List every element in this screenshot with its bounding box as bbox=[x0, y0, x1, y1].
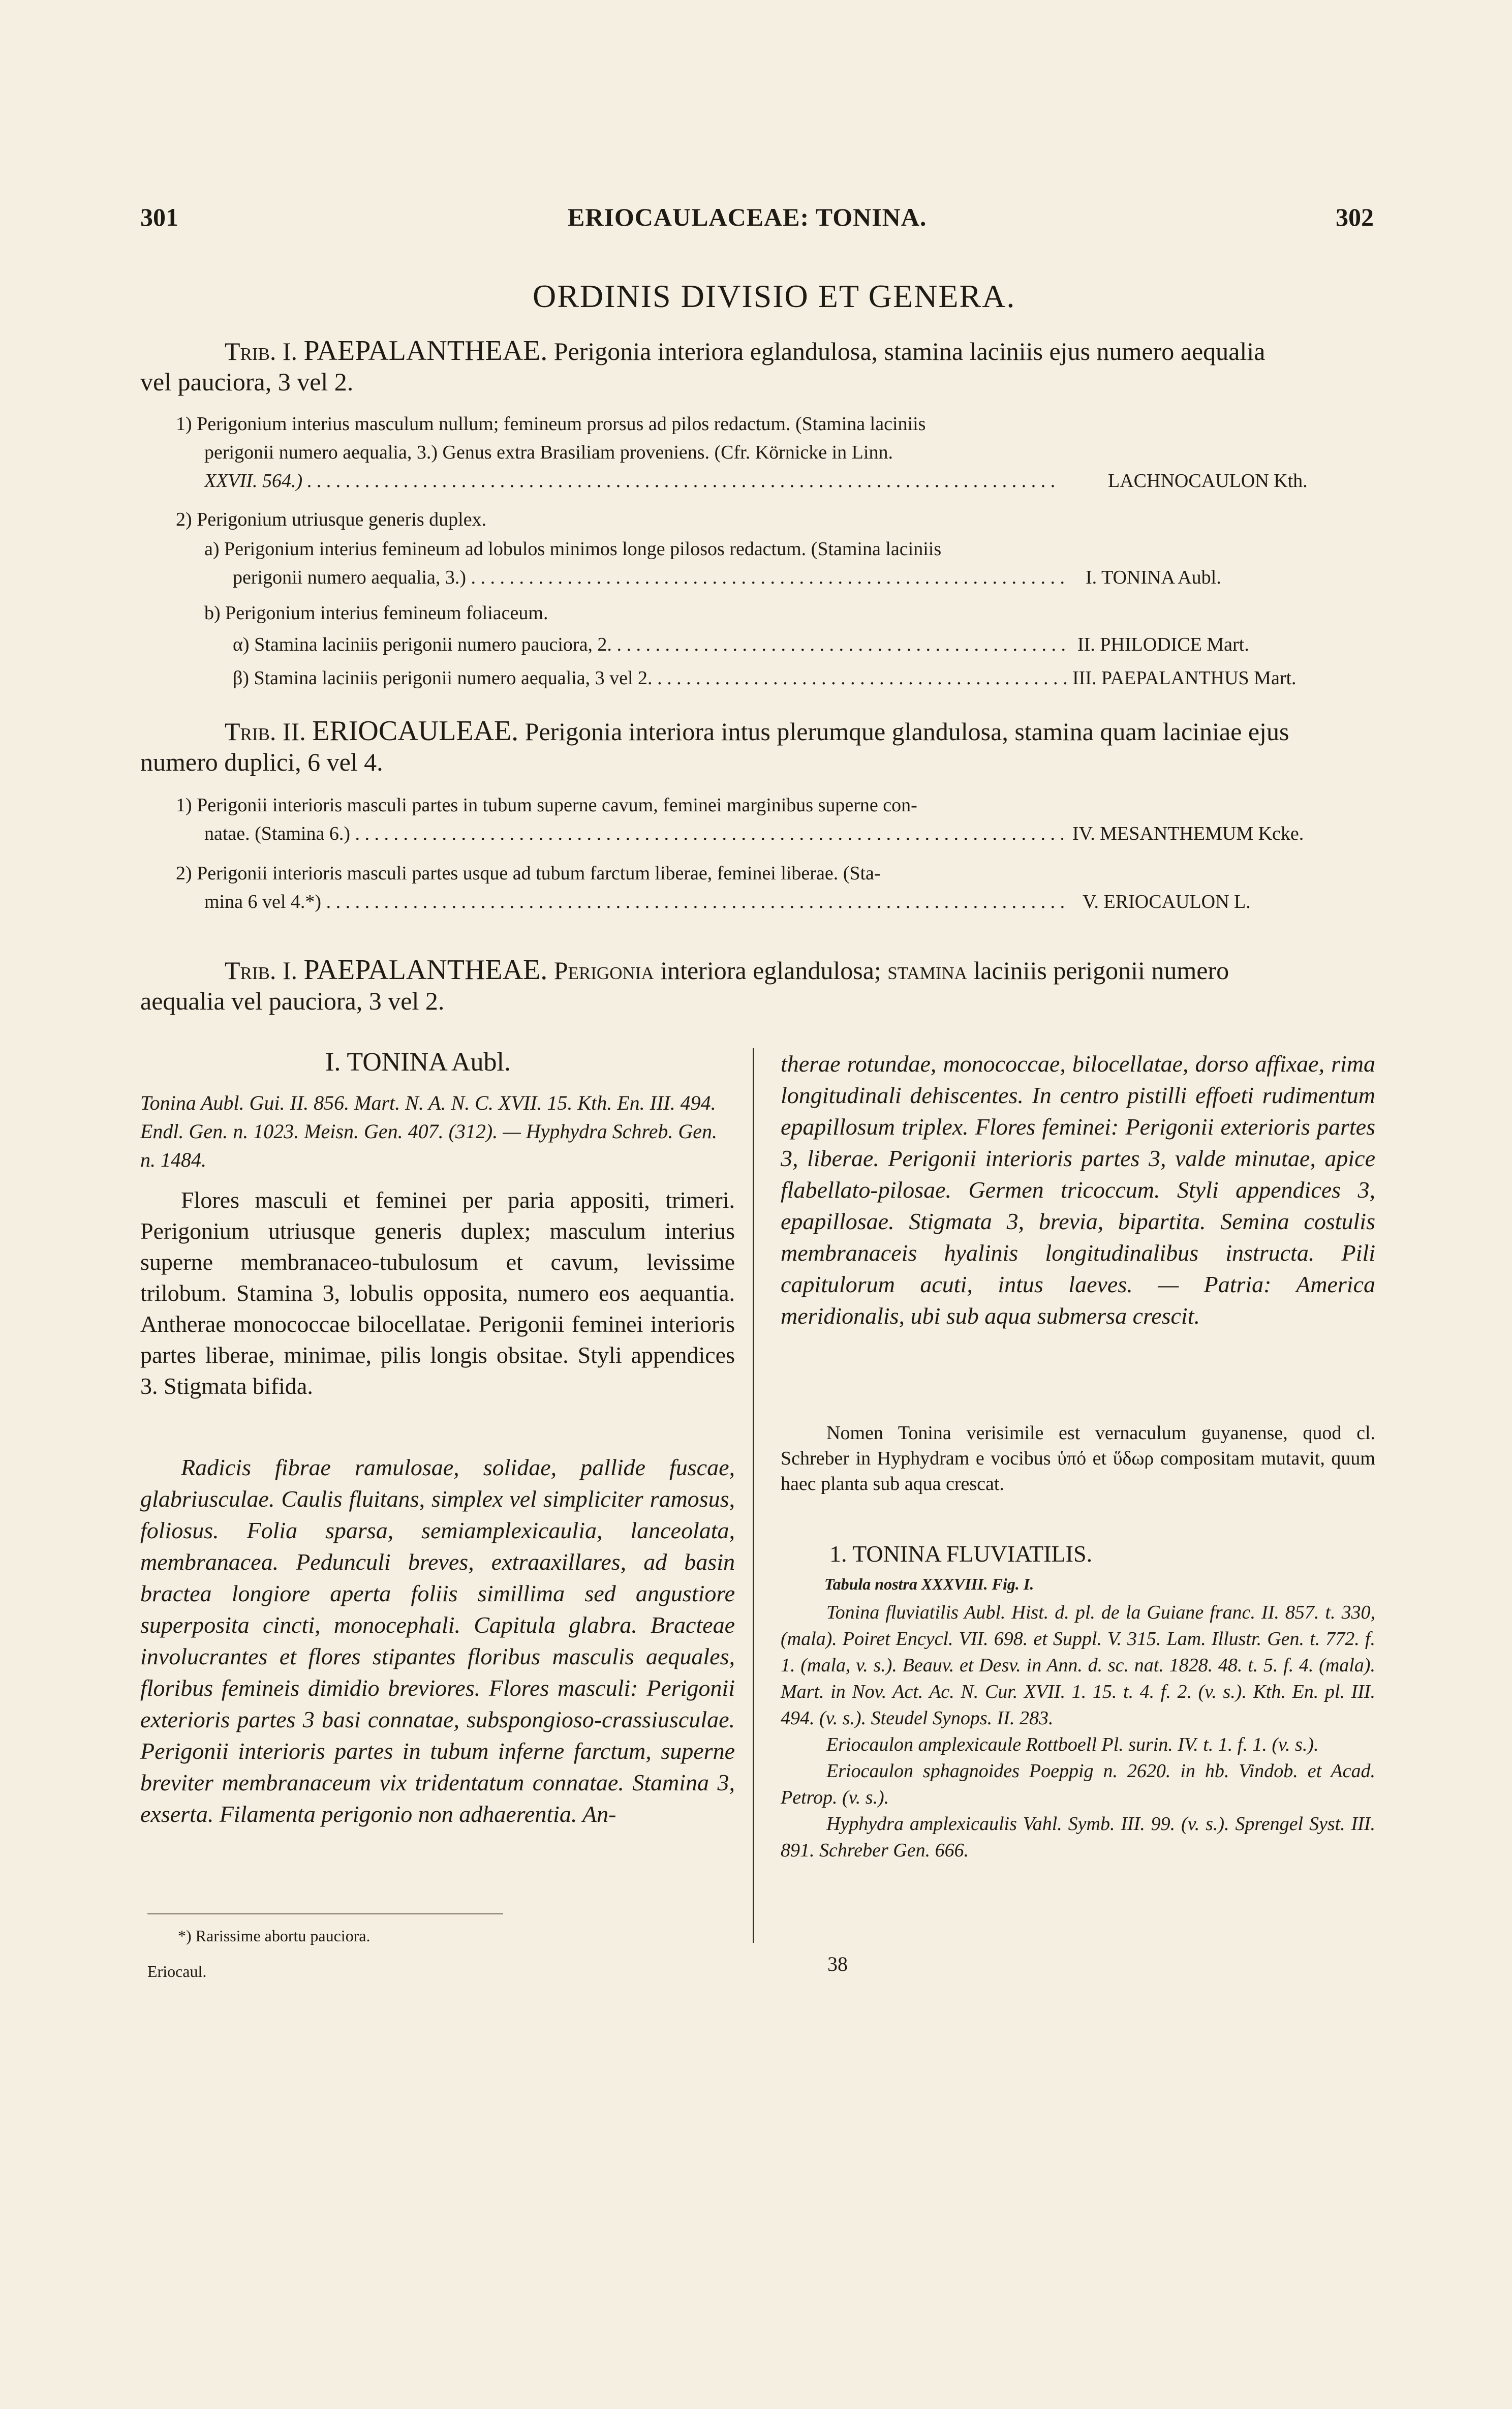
key2-item2-line1: 2) Perigonii interioris masculi partes usque ad tubum farctum liberae, feminei liberae. (Sta- bbox=[176, 863, 881, 884]
tribe-text: interiora eglandulosa; bbox=[660, 956, 881, 985]
key1-a-line1: a) Perigonium interius femineum ad lobulos minimos longe pilosos redactum. (Stamina laciniis bbox=[204, 538, 942, 560]
paragraph: therae rotundae, monococcae, bilocellatae, dorso affixae, rima longitudinali dehiscentes. In centro pistilli effoeti rudimentum epapillosum triplex. Flores feminei: Perigonii exterioris partes 3, liberae. Perigonii interioris partes 3, valde minutae, apice flabellato-pilosae. Germen tricoccum. Styli appendices 3, epapillosae. Stigmata 3, brevia, bipartita. Semina costulis membranaceis hyalinis longitudinalibus instructa. Pili capitulorum acuti, intus laeves. — Patria: America meridionalis, ubi sub aqua submersa crescit. bbox=[781, 1051, 1375, 1329]
tribe-label: Trib. I. bbox=[225, 956, 298, 985]
key-leader: β) Stamina laciniis perigonii numero aequalia, 3 vel 2. . . . bbox=[233, 664, 1066, 692]
term-stamina: stamina bbox=[887, 956, 967, 985]
key2-item2-line2 bbox=[204, 888, 1068, 924]
key2-item1-line2 bbox=[204, 819, 1063, 856]
key1-item1-line2: perigonii numero aequalia, 3.) Genus extra Brasiliam proveniens. (Cfr. Körnicke in Linn. bbox=[204, 442, 893, 463]
tribe-name: PAEPALANTHEAE. bbox=[303, 954, 548, 986]
footnote-rule bbox=[147, 1913, 503, 1914]
genus-paepalanthus: III. PAEPALANTHUS Mart. bbox=[1072, 667, 1297, 689]
synonym: Hyphydra amplexicaulis Vahl. Symb. III. 99. (v. s.). Sprengel Syst. III. 891. Schreber Gen. 666. bbox=[781, 1813, 1375, 1861]
etymology-note bbox=[781, 1420, 1375, 1497]
key1-a-line2 bbox=[233, 563, 1066, 600]
key1-item1-line3 bbox=[204, 467, 1058, 503]
key-leader: perigonii numero aequalia, 3.) . . . bbox=[233, 563, 1066, 592]
genus-description bbox=[140, 1184, 735, 1401]
key1-item2: 2) Perigonium utriusque generis duplex. bbox=[176, 509, 487, 530]
synonym: Tonina fluviatilis Aubl. Hist. d. pl. de la Guiane franc. II. 857. t. 330, (mala). Poiret Encycl. VII. 698. et Suppl. V. 315. Lam. Illustr. Gen. t. 772. f. 1. (mala, v. s.). Beauv. et Desv. in Ann. d. sc. nat. 1828. 48. t. 5. f. 4. (mala). Mart. in Nov. Act. Ac. N. Cur. XVII. 1. 15. t. 4. f. 2. (v. s.). Kth. En. pl. III. 494. (v. s.). Steudel Synops. II. 283. bbox=[781, 1602, 1375, 1729]
tribe-1-repeat-line-1 bbox=[225, 954, 1229, 986]
tribe-1-line-1 bbox=[225, 334, 1373, 367]
paragraph: Flores masculi et feminei per paria appositi, trimeri. Perigonium utriusque generis duplex; masculum interius superne membranaceo-tubulosum et cavum, levissime trilobum. Stamina 3, lobulis opposita, numero eos aequantia. Antherae monococcae bilocellatae. Perigonii feminei interioris partes liberae, minimae, pilis longis obsitae. Styli appendices 3. Stigmata bifida. bbox=[140, 1187, 735, 1399]
key-leader: mina 6 vel 4.*) . . . bbox=[204, 888, 1068, 916]
key1-b: b) Perigonium interius femineum foliaceum. bbox=[204, 602, 548, 624]
genus-title: I. TONINA Aubl. bbox=[325, 1048, 511, 1077]
tribe-name: PAEPALANTHEAE. bbox=[303, 335, 548, 367]
genus-mesanthemum: IV. MESANTHEMUM Kcke. bbox=[1072, 823, 1304, 844]
section-heading: ORDINIS DIVISIO ET GENERA. bbox=[533, 278, 1016, 314]
column-divider bbox=[753, 1048, 754, 1943]
page-signature: 38 bbox=[827, 1953, 848, 1975]
genus-eriocaulon: V. ERIOCAULON L. bbox=[1083, 891, 1251, 912]
tribe-2-line-1 bbox=[225, 715, 1289, 747]
plant-description bbox=[140, 1452, 735, 1830]
genus-philodice: II. PHILODICE Mart. bbox=[1077, 634, 1249, 655]
tribe-text: laciniis perigonii numero bbox=[973, 956, 1229, 985]
term-perigonia: Perigonia bbox=[553, 956, 654, 985]
footnote: *) Rarissime abortu pauciora. bbox=[178, 1927, 371, 1945]
genus-lachnocaulon: LACHNOCAULON Kth. bbox=[1108, 470, 1308, 492]
key-leader: natae. (Stamina 6.) . . . bbox=[204, 819, 1063, 848]
key-leader: α) Stamina laciniis perigonii numero pauciora, 2. . . . bbox=[233, 630, 1066, 659]
genus-synonymy: Tonina Aubl. Gui. II. 856. Mart. N. A. N. C. XVII. 15. Kth. En. III. 494. Endl. Gen. n. 1023. Meisn. Gen. 407. (312). — Hyphydra Schreb. Gen. n. 1484. bbox=[140, 1091, 717, 1171]
synonym: Eriocaulon amplexicaule Rottboell Pl. surin. IV. t. 1. f. 1. (v. s.). bbox=[826, 1734, 1319, 1755]
tribe-label: Trib. II. bbox=[225, 717, 306, 746]
genus-tonina: I. TONINA Aubl. bbox=[1086, 567, 1221, 588]
genus-description-continued bbox=[781, 1048, 1375, 1332]
key1-beta bbox=[233, 664, 1066, 700]
key-leader: XXVII. 564.) . . . bbox=[204, 467, 1058, 495]
tribe-2-line-2: numero duplici, 6 vel 4. bbox=[140, 748, 383, 776]
synonym: Eriocaulon sphagnoides Poeppig n. 2620. in hb. Vindob. et Acad. Petrop. (v. s.). bbox=[781, 1760, 1375, 1808]
page-number-right: 302 bbox=[1336, 203, 1374, 231]
tribe-label: Trib. I. bbox=[225, 337, 298, 365]
key1-alpha bbox=[233, 630, 1066, 667]
tribe-text: Perigonia interiora eglandulosa, stamina laciniis ejus numero aequalia bbox=[553, 337, 1266, 365]
key1-item1-line1: 1) Perigonium interius masculum nullum; femineum prorsus ad pilos redactum. (Stamina laciniis bbox=[176, 413, 926, 435]
key2-item1-line1: 1) Perigonii interioris masculi partes in tubum superne cavum, feminei marginibus superne con- bbox=[176, 795, 917, 816]
tribe-name: ERIOCAULEAE. bbox=[312, 715, 519, 747]
tribe-1-repeat-line-2: aequalia vel pauciora, 3 vel 2. bbox=[140, 987, 445, 1015]
species-title: 1. TONINA FLUVIATILIS. bbox=[829, 1541, 1093, 1567]
paragraph: Radicis fibrae ramulosae, solidae, pallide fuscae, glabriusculae. Caulis fluitans, simplex vel simpliciter ramosus, foliosus. Folia sparsa, semiamplexicaulia, lanceolata, membranacea. Pedunculi breves, extraaxillares, ad basin bractea longiore aperta foliis simillima sed angustiore superposita cincti, monocephali. Capitula glabra. Bracteae involucrantes et flores stipantes floribus masculis aequales, floribus femineis dimidio breviores. Flores masculi: Perigonii exterioris partes 3 basi connatae, subspongioso-crassiusculae. Perigonii interioris partes in tubum inferne farctum, superne breviter membranaceum vix tridentatum connatae. Stamina 3, exserta. Filamenta perigonio non adhaerentia. An- bbox=[140, 1454, 735, 1827]
tribe-1-line-2: vel pauciora, 3 vel 2. bbox=[140, 368, 354, 396]
paragraph: Nomen Tonina verisimile est vernaculum guyanense, quod cl. Schreber in Hyphydram e vocibus ὑπό et ὕδωρ compositam mutavit, quum haec planta sub aqua crescat. bbox=[781, 1422, 1375, 1495]
tribe-text: Perigonia interiora intus plerumque glandulosa, stamina quam laciniae ejus bbox=[524, 717, 1289, 746]
plate-reference: Tabula nostra XXXVIII. Fig. I. bbox=[824, 1575, 1034, 1593]
signature: Eriocaul. bbox=[147, 1962, 207, 1980]
species-synonymy bbox=[781, 1599, 1375, 1864]
running-title: ERIOCAULACEAE: TONINA. bbox=[568, 203, 927, 231]
page-number-left: 301 bbox=[140, 203, 178, 231]
